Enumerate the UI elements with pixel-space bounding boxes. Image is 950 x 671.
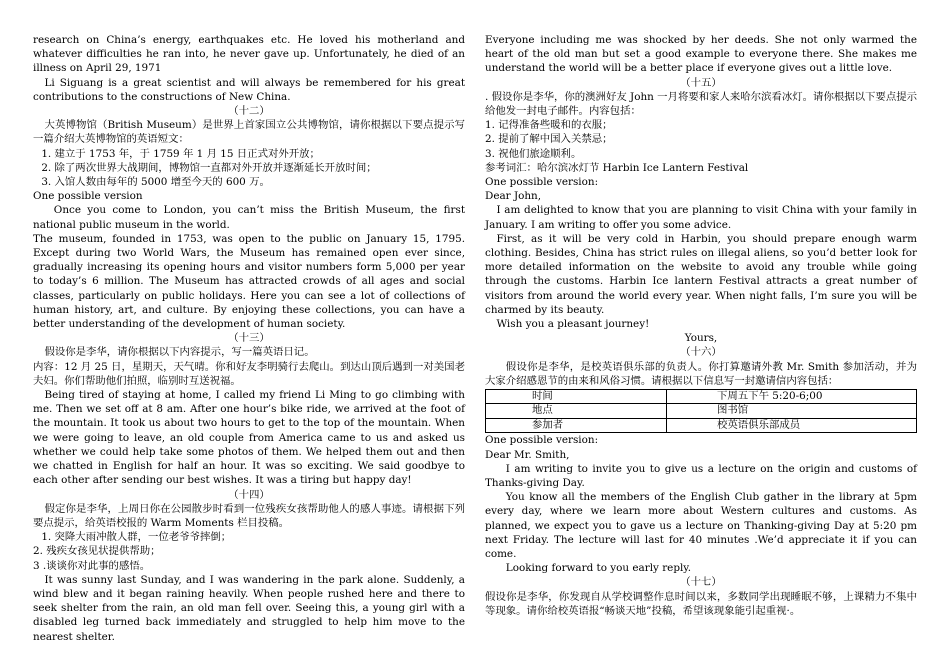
paragraph: Everyone including me was shocked by her deeds. She not only warmed the heart of the old man but set a good example to everyone there. She makes me understand the world will be a better place if everyone gives out a little love.	[485, 34, 917, 75]
paragraph: 1. 记得准备些暖和的衣服；	[485, 119, 613, 132]
section-heading: （十六）	[680, 346, 722, 359]
paragraph: 2. 除了两次世界大战期间，博物馆一直都对外开放并逐渐延长开放时间；	[41, 161, 377, 174]
paragraph: You know all the members of the English Club gather in the library at 5pm every day, where we learn more about Western cultures and customs. As planned, we expect you to gave us a lecture on Thanking-giving Day at 5:20 pm next Friday. The lecture will last for 40 minutes .We’d appreciate it if you can come.	[485, 491, 917, 560]
right-column	[485, 33, 917, 618]
paragraph: 假设你是李华，请你根据以下内容提示，写一篇英语日记。	[44, 346, 315, 359]
paragraph: One possible version:	[485, 176, 599, 189]
paragraph: 假设你是李华，你发现自从学校调整作息时间以来，多数同学出现睡眠不够，上课精力不集中等现象。请你给校英语报“畅谈天地”投稿，希望该现象能引起重视·。	[485, 590, 917, 617]
paragraph: Once you come to London, you can’t miss the British Museum, the first national public museum in the world.	[33, 204, 465, 231]
paragraph: The museum, founded in 1753, was open to the public on January 15, 1795. Except during two World Wars, the Museum has remained open ever since, gradually increasing its opening hours and visitor numbers form 5,000 per year to today’s 6 million. The Museum has attracted crowds of all ages and social classes, particularly on public holidays. Here you can see a lot of collections of human history, art, and culture. By enjoying these collections, you can have a better understanding of the development of human society.	[33, 232, 465, 331]
section-heading: （十五）	[680, 76, 722, 89]
table-value-cell: 校英语俱乐部成员	[667, 418, 917, 432]
paragraph: I am writing to invite you to give us a lecture on the origin and customs of Thanks-giving Day.	[485, 462, 917, 489]
paragraph: 假设你是李华，是校英语俱乐部的负责人。你打算邀请外教 Mr. Smith 参加活动，并为大家介绍感恩节的由来和风俗习惯。请根据以下信息写一封邀请信内容包括：	[485, 360, 917, 387]
paragraph: 2. 残疾女孩见状提供帮助；	[33, 545, 161, 558]
paragraph: Looking forward to you early reply.	[505, 562, 692, 575]
paragraph: It was sunny last Sunday, and I was wandering in the park alone. Suddenly, a wind blew and it began raining heavily. When people rushed here and there to seek shelter from the rain, an old man fell over. Seeing this, a young girl with a disabled leg turned back immediately and struggled to help him move to the nearest shelter.	[33, 573, 465, 643]
paragraph: Being tired of staying at home, I called my friend Li Ming to go climbing with me. Then we set off at 8 am. After one hour’s bike ride, we arrived at the foot of the mountain. It took us about two hours to get to the top of the mountain. When we were going to leave, an old couple from America came to us and asked us whether we could help take some photos of them. We helped them out and then we chatted in English for half an hour. It was so exciting. We said goodbye to each other after sending our best wishes. It was a tiring but happy day!	[33, 389, 465, 487]
paragraph: I am delighted to know that you are planning to visit China with your family in January. I am writing to offer you some advice.	[485, 204, 917, 231]
section-heading: （十二）	[228, 105, 270, 118]
table-key-cell: 参加者	[486, 418, 667, 432]
paragraph: One possible version	[33, 190, 143, 203]
paragraph: First, as it will be very cold in Harbin, you should prepare enough warm clothing. Besides, China has strict rules on illegal aliens, so you’d better look for more detailed information on the website to avoid any trouble while going through the customs. Harbin Ice lantern Festival attracts a great number of visitors from around the world every year. When night falls, I’m sure you will be charmed by its beauty.	[485, 232, 917, 316]
table-key-cell: 时间	[486, 390, 667, 404]
paragraph: 1. 建立于 1753 年，于 1759 年 1 月 15 日正式对外开放；	[41, 147, 320, 160]
paragraph: 3 .谈谈你对此事的感悟。	[33, 559, 151, 572]
paragraph: Li Siguang is a great scientist and will always be remembered for his great contributions to the constructions of New China.	[33, 76, 465, 103]
table-row	[486, 390, 917, 404]
table-value-cell: 下周五下午 5:20-6;00	[667, 390, 917, 404]
paragraph: 假定你是李华，上周日你在公园散步时看到一位残疾女孩帮助他人的感人事迹。请根据下列要点提示，给英语校报的 Warm Moments 栏目投稿。	[33, 502, 465, 529]
paragraph: 2. 提前了解中国入关禁忌；	[485, 133, 613, 146]
section-heading: （十七）	[680, 576, 722, 589]
paragraph: 参考词汇：哈尔滨冰灯节 Harbin Ice Lantern Festival	[485, 161, 749, 174]
table-key-cell: 地点	[486, 404, 667, 418]
section-heading: （十四）	[228, 488, 270, 501]
paragraph: research on China’s energy, earthquakes etc. He loved his motherland and whatever difficulties he ran into, he never gave up. Unfortunately, he died of an illness on April 29, 1971	[33, 34, 465, 75]
section-heading: Yours,	[684, 332, 718, 345]
section-heading: （十三）	[228, 332, 270, 345]
paragraph: One possible version:	[485, 434, 599, 447]
paragraph: 3. 祝他们旅途顺利。	[485, 147, 582, 160]
info-table	[485, 389, 917, 433]
paragraph: 3. 入馆人数由每年的 5000 增至今天的 600 万。	[41, 176, 270, 189]
table-value-cell: 图书馆	[667, 404, 917, 418]
paragraph: 大英博物馆（British Museum）是世界上首家国立公共博物馆，请你根据以下要点提示写一篇介绍大英博物馆的英语短文：	[33, 119, 465, 146]
paragraph: Dear Mr. Smith,	[485, 448, 570, 461]
left-column	[33, 33, 465, 644]
table-row	[486, 404, 917, 418]
paragraph: 内容：12 月 25 日，星期天，天气晴。你和好友李明骑行去爬山。到达山顶后遇到一对美国老夫妇。你们帮助他们拍照，临别时互送祝福。	[33, 360, 465, 387]
table-row	[486, 418, 917, 432]
paragraph: . 假设你是李华，你的澳洲好友 John 一月将要和家人来哈尔滨看冰灯。请你根据以下要点提示给他发一封电子邮件。内容包括：	[485, 90, 917, 118]
paragraph: Dear John,	[485, 190, 542, 203]
paragraph: Wish you a pleasant journey!	[496, 318, 650, 331]
paragraph: 1. 突降大雨冲散人群，一位老爷爷摔倒；	[41, 531, 232, 544]
